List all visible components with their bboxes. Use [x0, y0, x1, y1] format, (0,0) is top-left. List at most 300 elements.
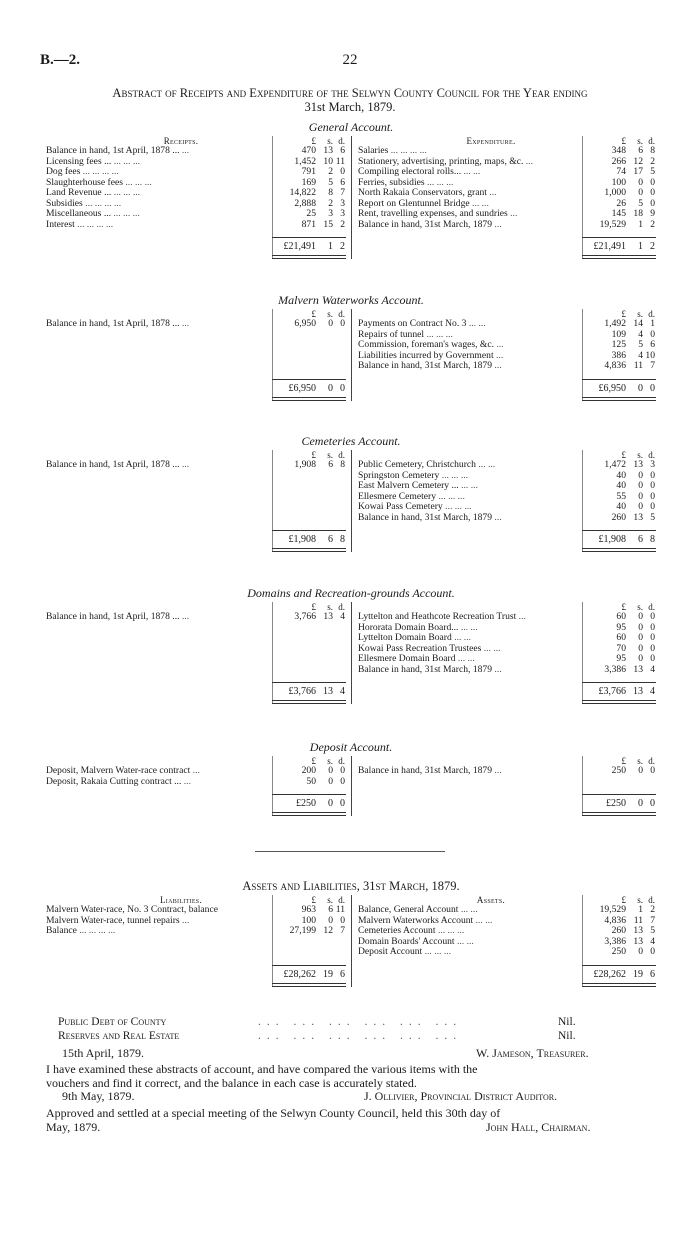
malvern-right-pence: 1	[650, 318, 655, 329]
cemeteries-right-column	[356, 450, 656, 523]
assets-left-head	[46, 895, 346, 905]
cemeteries-right-row	[356, 471, 656, 482]
deposit-left-unit-pounds: £	[311, 756, 316, 766]
general-left-shillings: 10	[323, 155, 333, 167]
assets-right-head-label: Assets.	[476, 895, 506, 905]
malvern-right-total	[581, 383, 656, 395]
assets-left-desc-text: Malvern Water-race, No. 3 Contract, balance	[46, 905, 218, 915]
deposit-right-pence: 0	[650, 765, 655, 776]
reserves-dots: ... ... ... ... ... ...	[258, 1030, 463, 1042]
domains-right-row	[356, 633, 656, 644]
general-right-total-pence: 2	[650, 241, 655, 252]
chairman-signature	[486, 1121, 590, 1135]
assets-right-leader: ... ...	[457, 936, 474, 947]
assets-left-shillings: 0	[328, 914, 333, 926]
malvern-right-desc-text: Balance in hand, 31st March, 1879	[358, 361, 493, 371]
domains-right-amount	[581, 612, 656, 623]
domains-right-pence: 0	[650, 621, 655, 633]
assets-right-pounds: 3,386	[604, 935, 626, 947]
domains-right-total	[581, 686, 656, 698]
general-right-desc-text: Report on Glentunnel Bridge	[358, 198, 470, 209]
chairman-name: John Hall, Chairman.	[486, 1119, 591, 1134]
assets-right-desc-text: Malvern Waterworks Account	[358, 915, 474, 926]
assets-right-row	[356, 905, 656, 916]
cemeteries-right-shillings: 0	[638, 490, 643, 502]
cemeteries-right-pence: 0	[650, 469, 655, 481]
cemeteries-left-column	[46, 450, 346, 471]
assets-left-desc	[46, 916, 276, 927]
document-reference: B.—2.	[40, 52, 81, 68]
malvern-left-row	[46, 319, 346, 330]
cemeteries-left-row	[46, 460, 346, 471]
domains-right-desc-text: Kowai Pass Recreation Trustees	[358, 643, 482, 654]
public-debt-label: Public Debt of County	[58, 1016, 167, 1028]
general-right-pence: 0	[650, 197, 655, 209]
assets-right-total	[581, 969, 656, 981]
assets-section	[46, 879, 656, 987]
malvern-right-leader: ...	[496, 350, 504, 361]
assets-right-pounds: 19,529	[599, 904, 626, 915]
deposit-section	[46, 740, 656, 816]
domains-divider-center	[351, 602, 352, 704]
domains-right-total-pence: 4	[650, 686, 655, 697]
deposit-left-leader: ...	[183, 776, 191, 787]
general-left-shillings: 3	[328, 208, 333, 219]
malvern-left-amount	[271, 319, 346, 330]
deposit-left-desc-text: Deposit, Malvern Water-race contract	[46, 766, 191, 776]
domains-left-total-rule	[272, 682, 346, 683]
deposit-right-desc	[358, 766, 608, 777]
cemeteries-right-pounds: 1,472	[604, 459, 626, 470]
cemeteries-right-double-rule	[582, 548, 656, 552]
cemeteries-right-unit-shillings: s.	[637, 450, 643, 460]
general-right-desc-text: North Rakaia Conservators, grant	[358, 188, 487, 198]
general-left-desc	[46, 167, 276, 178]
malvern-title: Malvern Waterworks Account.	[278, 293, 424, 307]
general-right-desc-text: Stationery, advertising, printing, maps, &c.	[358, 156, 524, 167]
domains-right-pence: 0	[650, 653, 655, 664]
malvern-right-amount	[581, 319, 656, 330]
general-right-row	[356, 167, 656, 178]
general-section	[46, 120, 656, 259]
general-left-double-rule	[272, 255, 346, 259]
domains-right-pounds: 95	[616, 653, 626, 664]
assets-right-amount	[581, 926, 656, 937]
domains-left-total-pounds: £3,766	[288, 686, 316, 697]
malvern-right-pounds: 386	[611, 349, 626, 361]
general-left-desc-text: Slaughterhouse fees	[46, 177, 123, 188]
assets-left-column	[46, 895, 346, 937]
assets-left-total-shillings: 19	[323, 968, 333, 980]
general-left-desc-text: Miscellaneous ...	[46, 209, 112, 219]
general-right-desc-text: Balance in hand, 31st March, 1879	[358, 219, 493, 230]
auditor-signature	[364, 1090, 557, 1104]
assets-left-total	[271, 969, 346, 981]
assets-right-double-rule	[582, 983, 656, 987]
malvern-section	[46, 293, 656, 401]
domains-right-desc	[358, 623, 608, 634]
general-right-shillings: 18	[633, 208, 643, 219]
general-left-pounds: 25	[306, 208, 316, 219]
general-left-desc-text: Balance in hand, 1st April, 1878 ...	[46, 146, 180, 156]
general-right-row	[356, 146, 656, 157]
assets-right-pence: 5	[650, 925, 655, 936]
deposit-left-double-rule	[272, 812, 346, 816]
general-right-amount	[581, 209, 656, 220]
malvern-right-row	[356, 319, 656, 330]
deposit-right-head	[356, 756, 656, 766]
cemeteries-right-shillings: 13	[633, 511, 643, 523]
cemeteries-right-pence: 5	[650, 511, 655, 523]
domains-right-total-shillings: 13	[633, 686, 643, 697]
general-left-pence: 2	[340, 218, 345, 230]
deposit-left-leader: ...	[192, 766, 200, 776]
general-right-leader: ... ...	[463, 167, 481, 177]
assets-left-row	[46, 905, 346, 916]
cemeteries-section	[46, 434, 656, 552]
domains-title: Domains and Recreation-grounds Account.	[247, 586, 455, 600]
domains-right-leader: ... ...	[460, 622, 478, 633]
cemeteries-right-leader: ... ...	[461, 481, 478, 491]
general-right-row	[356, 188, 656, 199]
general-right-column	[356, 136, 656, 230]
general-right-shillings: 0	[638, 176, 643, 188]
assets-left-total-pence: 6	[340, 968, 345, 980]
general-left-pounds: 14,822	[289, 187, 316, 198]
general-left-shillings: 13	[323, 145, 333, 156]
public-debt-value: Nil.	[558, 1016, 576, 1028]
deposit-right-total-shillings: 0	[638, 798, 643, 809]
domains-left-total-shillings: 13	[323, 686, 333, 697]
cemeteries-title: Cemeteries Account.	[301, 434, 401, 448]
general-left-desc-text: Interest	[46, 219, 75, 230]
domains-right-shillings: 0	[638, 653, 643, 664]
domains-left-desc	[46, 612, 276, 623]
assets-left-total-rule	[272, 965, 346, 966]
deposit-left-desc-text: Deposit, Rakaia Cutting contract ...	[46, 776, 182, 787]
malvern-left-pounds: 6,950	[294, 318, 316, 329]
deposit-divider-center	[351, 756, 352, 816]
domains-right-desc	[358, 644, 608, 655]
general-left-unit-shillings: s.	[327, 136, 333, 146]
assets-left-head-label: Liabilities.	[159, 895, 202, 905]
general-right-row	[356, 209, 656, 220]
domains-left-unit-pounds: £	[311, 602, 316, 612]
malvern-left-desc	[46, 319, 276, 330]
general-left-leader: ... ... ... ...	[77, 219, 114, 230]
general-left-total-pounds: £21,491	[283, 241, 316, 252]
general-left-row	[46, 157, 346, 168]
treasurer-date: 15th April, 1879.	[62, 1046, 145, 1060]
cemeteries-left-unit-pence: d.	[338, 450, 345, 460]
general-right-desc	[358, 167, 608, 178]
general-right-desc	[358, 146, 608, 157]
assets-right-shillings: 11	[633, 914, 643, 926]
assets-left-shillings: 12	[323, 925, 333, 936]
general-left-shillings: 5	[328, 176, 333, 188]
cemeteries-right-pence: 3	[650, 459, 655, 470]
domains-right-double-rule	[582, 700, 656, 704]
general-left-pounds: 791	[301, 166, 316, 177]
malvern-right-amount	[581, 361, 656, 372]
malvern-right-unit-shillings: s.	[637, 309, 643, 319]
assets-right-desc-text: Balance, General Account	[358, 905, 459, 915]
general-right-shillings: 12	[633, 155, 643, 167]
malvern-left-total-shillings: 0	[328, 382, 333, 394]
cemeteries-right-pence: 0	[650, 501, 655, 512]
general-left-desc	[46, 188, 276, 199]
cemeteries-left-amount	[271, 460, 346, 471]
malvern-right-leader: ...	[496, 340, 504, 350]
general-right-row	[356, 157, 656, 168]
general-left-leader: ... ... ...	[113, 188, 141, 198]
domains-right-shillings: 0	[638, 642, 643, 654]
malvern-right-pounds: 109	[611, 328, 626, 340]
deposit-left-unit-shillings: s.	[327, 756, 333, 766]
cemeteries-right-row	[356, 502, 656, 513]
malvern-right-amount	[581, 340, 656, 351]
cemeteries-right-row	[356, 492, 656, 503]
deposit-left-pounds: 50	[306, 775, 316, 787]
general-right-head	[356, 136, 656, 146]
general-divider-center	[351, 136, 352, 259]
general-left-total-pence: 2	[340, 241, 345, 252]
malvern-right-desc	[358, 351, 608, 362]
general-left-pounds: 2,888	[294, 197, 316, 209]
assets-right-row	[356, 937, 656, 948]
domains-right-amount	[581, 633, 656, 644]
general-right-leader: ...	[510, 209, 518, 219]
cemeteries-left-double-rule	[272, 548, 346, 552]
domains-left-unit-pence: d.	[338, 602, 345, 612]
domains-right-row	[356, 665, 656, 676]
assets-right-row	[356, 947, 656, 958]
assets-right-desc	[358, 905, 608, 916]
general-right-head-label: Expenditure.	[466, 136, 516, 146]
general-right-row	[356, 199, 656, 210]
general-right-shillings: 5	[638, 197, 643, 209]
domains-right-shillings: 0	[638, 632, 643, 643]
general-right-unit-shillings: s.	[637, 136, 643, 146]
general-right-pounds: 19,529	[599, 218, 626, 230]
assets-title: Assets and Liabilities, 31st March, 1879.	[242, 879, 460, 893]
domains-right-shillings: 0	[638, 621, 643, 633]
deposit-right-shillings: 0	[638, 765, 643, 776]
malvern-right-pence: 7	[650, 360, 655, 371]
cemeteries-left-shillings: 6	[328, 459, 333, 470]
cemeteries-right-row	[356, 513, 656, 524]
general-left-total-rule	[272, 237, 346, 238]
general-right-pounds: 266	[611, 155, 626, 167]
deposit-left-amount	[271, 777, 346, 788]
cemeteries-right-desc	[358, 492, 608, 503]
general-left-desc	[46, 220, 276, 231]
general-left-row	[46, 220, 346, 231]
domains-right-desc	[358, 612, 608, 623]
malvern-right-pence: 0	[650, 328, 655, 340]
malvern-left-total-pounds: £6,950	[288, 382, 316, 394]
section-separator	[255, 851, 445, 852]
general-right-desc	[358, 209, 608, 220]
assets-divider-center	[351, 895, 352, 987]
malvern-left-unit-pence: d.	[338, 309, 345, 319]
general-left-amount	[271, 167, 346, 178]
cemeteries-right-shillings: 13	[633, 459, 643, 470]
general-left-pence: 6	[340, 145, 345, 156]
cemeteries-left-desc	[46, 460, 276, 471]
general-left-amount	[271, 220, 346, 231]
deposit-left-total-pounds: £250	[296, 798, 316, 809]
domains-left-desc-text: Balance in hand, 1st April, 1878 ...	[46, 612, 180, 622]
domains-left-double-rule	[272, 700, 346, 704]
malvern-right-shillings: 5	[638, 339, 643, 350]
general-left-pence: 0	[340, 166, 345, 177]
general-left-pounds: 169	[301, 176, 316, 188]
deposit-title: Deposit Account.	[309, 740, 393, 754]
domains-right-desc-text: Hororata Domain Board...	[358, 622, 459, 633]
domains-right-total-rule	[582, 682, 656, 683]
assets-right-pounds: 4,836	[604, 914, 626, 926]
cemeteries-right-desc	[358, 471, 608, 482]
deposit-left-desc	[46, 766, 276, 777]
malvern-right-double-rule	[582, 397, 656, 401]
general-right-total-shillings: 1	[638, 241, 643, 252]
reserves-value: Nil.	[558, 1030, 576, 1042]
general-right-leader: ...	[525, 156, 533, 167]
public-debt-dots: ... ... ... ... ... ...	[258, 1016, 463, 1028]
deposit-left-row	[46, 766, 346, 777]
cemeteries-left-pounds: 1,908	[294, 459, 316, 470]
general-right-desc	[358, 178, 608, 189]
general-left-desc	[46, 178, 276, 189]
deposit-right-unit-pence: d.	[648, 756, 655, 766]
deposit-left-total-rule	[272, 794, 346, 795]
domains-right-desc	[358, 633, 608, 644]
cemeteries-right-pounds: 55	[616, 490, 626, 502]
cemeteries-left-total-shillings: 6	[328, 534, 333, 545]
deposit-left-total-pence: 0	[340, 798, 345, 809]
assets-right-desc	[358, 926, 608, 937]
malvern-right-row	[356, 340, 656, 351]
malvern-left-shillings: 0	[328, 318, 333, 329]
deposit-left-amount	[271, 766, 346, 777]
deposit-right-double-rule	[582, 812, 656, 816]
cemeteries-right-pence: 0	[650, 480, 655, 491]
deposit-left-row	[46, 777, 346, 788]
assets-left-total-pounds: £28,262	[283, 968, 316, 980]
domains-left-unit-shillings: s.	[327, 602, 333, 612]
cemeteries-right-desc	[358, 502, 608, 513]
domains-left-column	[46, 602, 346, 623]
general-right-amount	[581, 167, 656, 178]
general-right-pence: 5	[650, 166, 655, 177]
domains-right-column	[356, 602, 656, 675]
cemeteries-left-total-rule	[272, 530, 346, 531]
general-right-double-rule	[582, 255, 656, 259]
domains-right-unit-shillings: s.	[637, 602, 643, 612]
malvern-right-shillings: 4	[638, 328, 643, 340]
domains-right-leader: ...	[518, 612, 526, 622]
domains-right-amount	[581, 654, 656, 665]
domains-right-row	[356, 612, 656, 623]
general-right-pounds: 145	[611, 208, 626, 219]
malvern-right-unit-pounds: £	[621, 309, 626, 319]
assets-right-shillings: 1	[638, 904, 643, 915]
cemeteries-left-unit-shillings: s.	[327, 450, 333, 460]
general-right-desc	[358, 188, 608, 199]
deposit-right-row	[356, 766, 656, 777]
general-left-leader: ... ... ... ...	[85, 198, 122, 209]
general-right-leader: ...	[489, 188, 497, 198]
general-left-leader: ... ... ...	[113, 209, 140, 219]
cemeteries-right-shillings: 0	[638, 480, 643, 491]
cemeteries-right-total-pounds: £1,908	[598, 534, 626, 545]
assets-right-shillings: 13	[633, 925, 643, 936]
domains-left-pence: 4	[340, 611, 345, 622]
malvern-left-total-pence: 0	[340, 382, 345, 394]
general-right-total	[581, 241, 656, 253]
general-right-pence: 0	[650, 176, 655, 188]
malvern-right-leader: ...	[494, 361, 502, 371]
domains-right-desc	[358, 654, 608, 665]
cemeteries-right-amount	[581, 481, 656, 492]
malvern-right-desc-text: Liabilities incurred by Government	[358, 350, 494, 361]
assets-left-desc	[46, 905, 276, 916]
general-right-shillings: 6	[638, 145, 643, 156]
malvern-left-leader: ...	[181, 319, 190, 329]
assets-right-unit-shillings: s.	[637, 895, 643, 905]
deposit-left-column	[46, 756, 346, 787]
assets-right-total-pence: 6	[650, 968, 655, 980]
cemeteries-right-row	[356, 460, 656, 471]
malvern-left-column	[46, 309, 346, 330]
assets-left-leader: ... ... ... ...	[79, 926, 116, 936]
general-left-row	[46, 188, 346, 199]
general-left-pounds: 470	[301, 145, 316, 156]
general-left-row	[46, 199, 346, 210]
domains-right-pounds: 3,386	[604, 663, 626, 675]
general-right-pounds: 348	[611, 145, 626, 156]
cemeteries-right-pounds: 40	[616, 480, 626, 491]
general-right-pence: 2	[650, 218, 655, 230]
domains-right-row	[356, 644, 656, 655]
malvern-right-shillings: 4	[638, 349, 643, 361]
cemeteries-right-shillings: 0	[638, 501, 643, 512]
cemeteries-right-leader: ... ...	[478, 460, 496, 470]
malvern-right-pounds: 4,836	[604, 360, 626, 371]
domains-right-total-pounds: £3,766	[598, 686, 626, 697]
malvern-right-desc	[358, 330, 608, 341]
domains-right-shillings: 0	[638, 611, 643, 622]
cemeteries-right-pounds: 40	[616, 469, 626, 481]
assets-left-leader: ...	[182, 915, 190, 926]
assets-right-desc-text: Deposit Account	[358, 947, 423, 957]
deposit-right-unit-shillings: s.	[637, 756, 643, 766]
malvern-right-leader: ... ...	[468, 319, 486, 329]
general-left-pence: 3	[340, 208, 345, 219]
general-left-leader: ... ... ... ...	[82, 167, 119, 177]
deposit-left-shillings: 0	[328, 765, 333, 776]
deposit-left-pounds: 200	[301, 765, 316, 776]
title-line-1: Abstract of Receipts and Expenditure of the Selwyn County Council for the Year ending	[112, 86, 588, 100]
general-left-desc-text: Licensing fees ...	[46, 156, 112, 167]
general-left-desc	[46, 157, 276, 168]
cemeteries-right-shillings: 0	[638, 469, 643, 481]
domains-right-pounds: 95	[616, 621, 626, 633]
malvern-left-pence: 0	[340, 318, 345, 329]
cemeteries-right-desc-text: Public Cemetery, Christchurch	[358, 460, 476, 470]
cemeteries-left-total-pounds: £1,908	[288, 534, 316, 545]
